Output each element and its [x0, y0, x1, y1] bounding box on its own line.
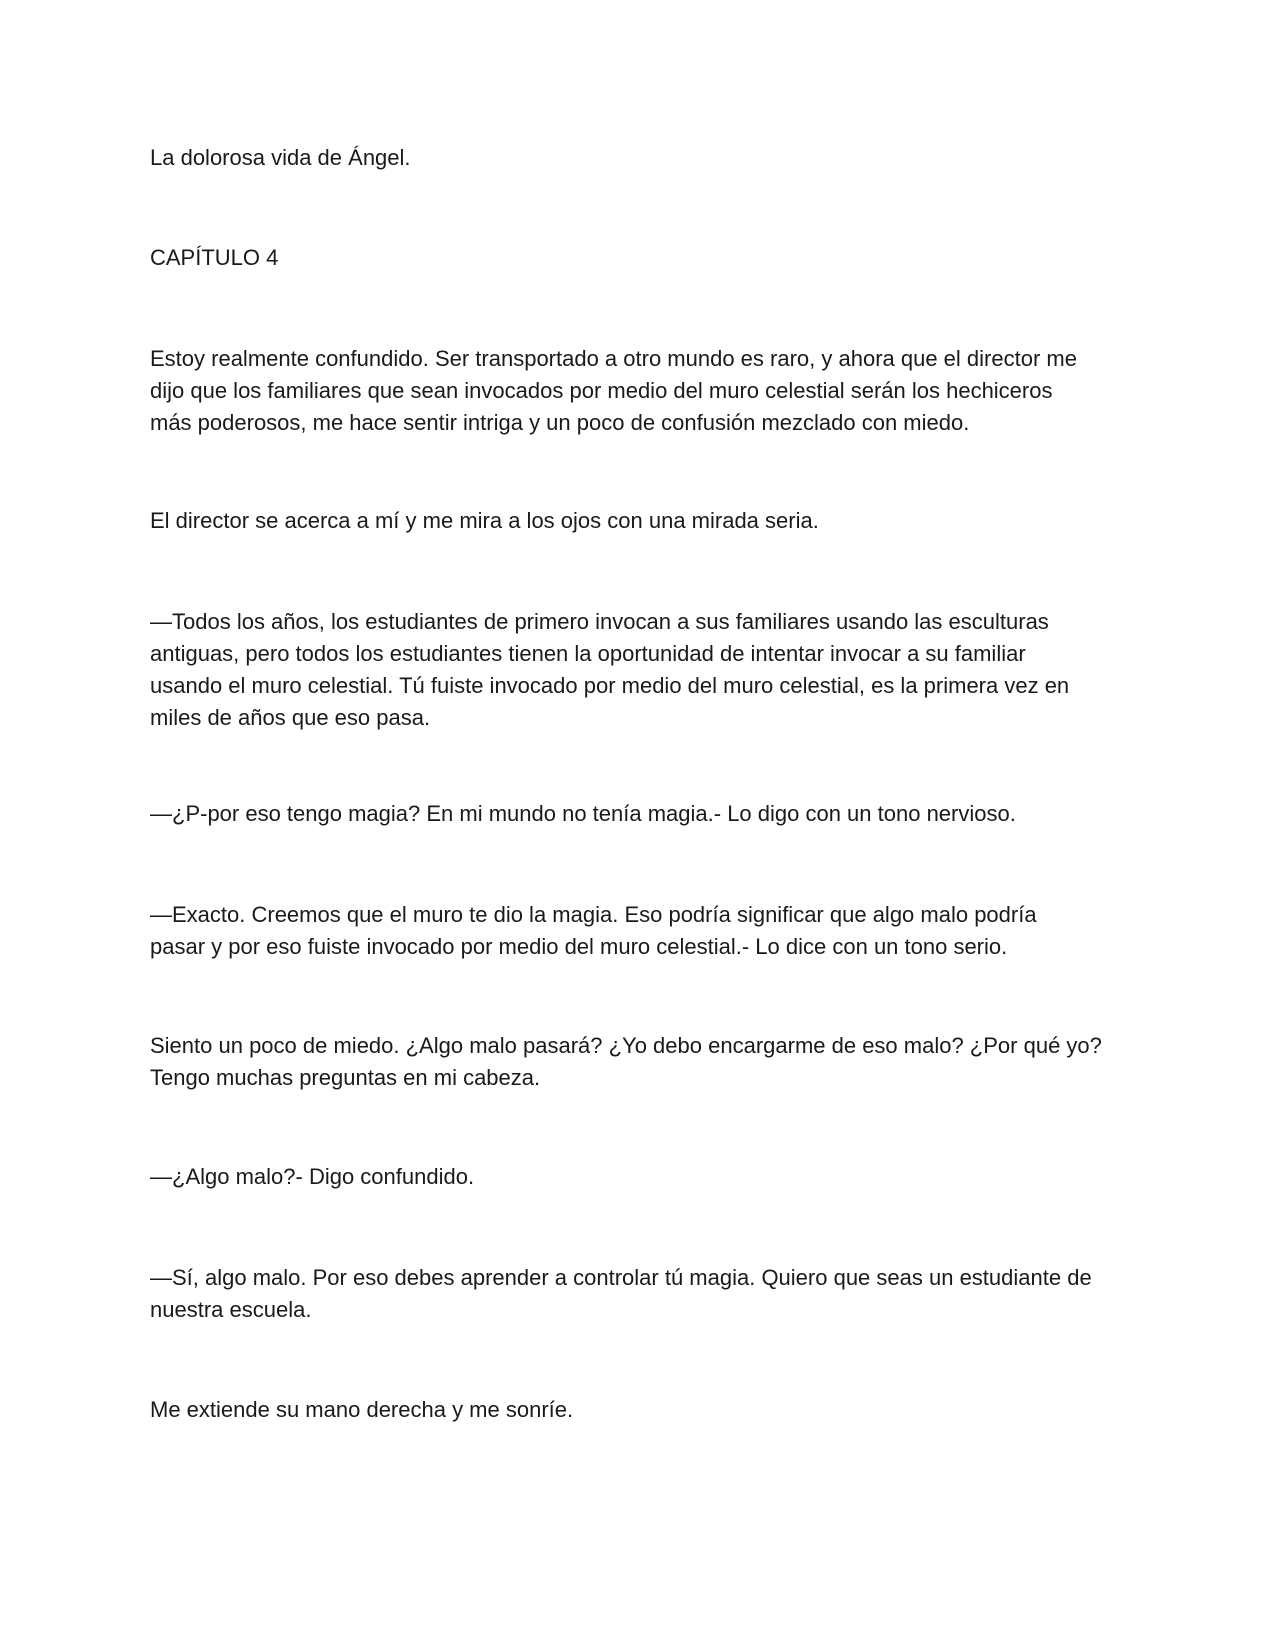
paragraph-line: El director se acerca a mí y me mira a los ojos con una mirada seria. — [150, 508, 819, 533]
paragraph-line: más poderosos, me hace sentir intriga y un poco de confusión mezclado con miedo. — [150, 410, 970, 435]
paragraph-line: —¿P-por eso tengo magia? En mi mundo no tenía magia.- Lo digo con un tono nervioso. — [150, 801, 1016, 826]
document-title: La dolorosa vida de Ángel. — [150, 145, 411, 170]
paragraph-line: —Todos los años, los estudiantes de primero invocan a sus familiares usando las esculturas — [150, 609, 1049, 634]
paragraph-line: Siento un poco de miedo. ¿Algo malo pasará? ¿Yo debo encargarme de eso malo? ¿Por qué yo? — [150, 1033, 1102, 1058]
paragraph-line: nuestra escuela. — [150, 1297, 312, 1322]
paragraph-line: Me extiende su mano derecha y me sonríe. — [150, 1397, 574, 1422]
paragraph-line: Tengo muchas preguntas en mi cabeza. — [150, 1065, 541, 1090]
paragraph-5 — [150, 899, 1130, 963]
paragraph-line: Estoy realmente confundido. Ser transportado a otro mundo es raro, y ahora que el director me — [150, 346, 1077, 371]
paragraph-line: dijo que los familiares que sean invocados por medio del muro celestial serán los hechiceros — [150, 378, 1053, 403]
paragraph-4 — [150, 798, 1130, 830]
paragraph-9 — [150, 1394, 1130, 1426]
paragraph-1 — [150, 343, 1130, 439]
paragraph-7 — [150, 1161, 1130, 1193]
paragraph-line: —Sí, algo malo. Por eso debes aprender a controlar tú magia. Quiero que seas un estudiante de — [150, 1265, 1092, 1290]
paragraph-6 — [150, 1030, 1130, 1094]
paragraph-8 — [150, 1262, 1130, 1326]
chapter-heading: CAPÍTULO 4 — [150, 245, 279, 270]
paragraph-line: —Exacto. Creemos que el muro te dio la magia. Eso podría significar que algo malo podría — [150, 902, 1037, 927]
paragraph-line: pasar y por eso fuiste invocado por medio del muro celestial.- Lo dice con un tono serio. — [150, 934, 1008, 959]
paragraph-2 — [150, 505, 1130, 537]
paragraph-line: miles de años que eso pasa. — [150, 705, 431, 730]
paragraph-3 — [150, 606, 1130, 734]
paragraph-line: —¿Algo malo?- Digo confundido. — [150, 1164, 475, 1189]
paragraph-line: usando el muro celestial. Tú fuiste invocado por medio del muro celestial, es la primera vez en — [150, 673, 1070, 698]
paragraph-line: antiguas, pero todos los estudiantes tienen la oportunidad de intentar invocar a su familiar — [150, 641, 1026, 666]
